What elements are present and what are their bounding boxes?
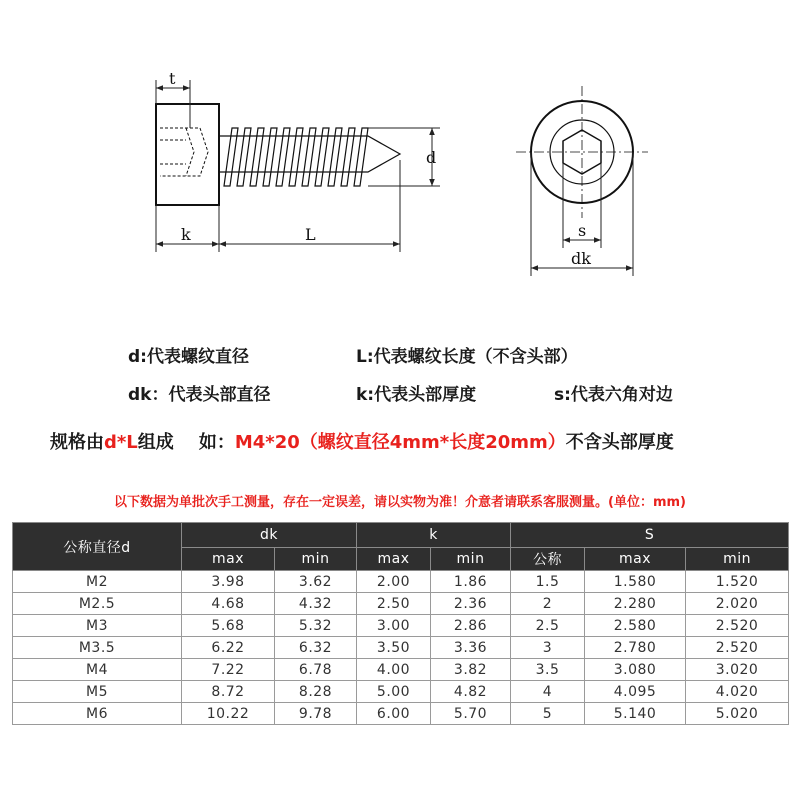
thread-crest — [341, 128, 355, 186]
value-cell: 2.520 — [686, 615, 789, 637]
dimension-table — [12, 522, 789, 725]
value-cell: 8.28 — [275, 681, 357, 703]
measurement-notice: 以下数据为单批次手工测量，存在一定误差，请以实物为准！介意者请联系客服测量。(单位：mm) — [114, 495, 686, 510]
subheader-k-max: max — [357, 548, 431, 571]
thread-crest — [328, 128, 342, 186]
spec-prefix: 规格由 — [50, 432, 104, 453]
value-cell: 6.00 — [357, 703, 431, 725]
value-cell: 1.86 — [431, 571, 511, 593]
thread-crest — [237, 128, 251, 186]
table-row — [13, 571, 789, 593]
thread-crest — [224, 128, 238, 186]
value-cell: 4.32 — [275, 593, 357, 615]
thread-crest — [276, 128, 290, 186]
table-row — [13, 659, 789, 681]
value-cell: 3.080 — [585, 659, 686, 681]
dim-label-L: L — [305, 225, 316, 244]
value-cell: 3.62 — [275, 571, 357, 593]
value-cell: 1.5 — [511, 571, 585, 593]
header-dk: dk — [182, 523, 357, 548]
legend-k: k:代表头部厚度 — [356, 385, 477, 405]
value-cell: 3.5 — [511, 659, 585, 681]
spec-description — [50, 428, 674, 454]
spec-suffix: 组成 如： — [137, 432, 235, 453]
value-cell: 6.32 — [275, 637, 357, 659]
value-cell: 4.82 — [431, 681, 511, 703]
legend-s: s:代表六角对边 — [554, 385, 673, 405]
thread-crest — [315, 128, 329, 186]
table-row — [13, 637, 789, 659]
value-cell: 2.00 — [357, 571, 431, 593]
value-cell: 6.22 — [182, 637, 275, 659]
value-cell: 9.78 — [275, 703, 357, 725]
dim-label-dk: dk — [571, 249, 591, 268]
size-cell: M5 — [13, 681, 182, 703]
dim-label-k: k — [181, 225, 191, 244]
value-cell: 5.70 — [431, 703, 511, 725]
subheader-s-min: min — [686, 548, 789, 571]
spec-formula: d*L — [104, 432, 138, 453]
table-row — [13, 593, 789, 615]
header-nominal-diameter: 公称直径d — [13, 523, 182, 571]
screw-side-view — [156, 104, 400, 205]
size-cell: M6 — [13, 703, 182, 725]
value-cell: 3 — [511, 637, 585, 659]
value-cell: 4.020 — [686, 681, 789, 703]
value-cell: 5.68 — [182, 615, 275, 637]
size-cell: M3 — [13, 615, 182, 637]
value-cell: 4.00 — [357, 659, 431, 681]
subheader-s-max: max — [585, 548, 686, 571]
value-cell: 5.00 — [357, 681, 431, 703]
screw-technical-drawing — [0, 0, 800, 300]
value-cell: 1.520 — [686, 571, 789, 593]
value-cell: 2.5 — [511, 615, 585, 637]
size-cell: M3.5 — [13, 637, 182, 659]
value-cell: 5 — [511, 703, 585, 725]
table-row — [13, 681, 789, 703]
value-cell: 2.50 — [357, 593, 431, 615]
subheader-k-min: min — [431, 548, 511, 571]
value-cell: 2.780 — [585, 637, 686, 659]
thread-crest — [263, 128, 277, 186]
value-cell: 2.36 — [431, 593, 511, 615]
dim-label-d: d — [426, 148, 437, 167]
value-cell: 7.22 — [182, 659, 275, 681]
value-cell: 2.020 — [686, 593, 789, 615]
size-cell: M2.5 — [13, 593, 182, 615]
value-cell: 4.095 — [585, 681, 686, 703]
dim-label-s: s — [578, 221, 587, 240]
value-cell: 5.140 — [585, 703, 686, 725]
screw-end-view — [516, 86, 648, 218]
dim-label-t: t — [169, 69, 176, 88]
value-cell: 4.68 — [182, 593, 275, 615]
subheader-dk-min: min — [275, 548, 357, 571]
thread-crest — [302, 128, 316, 186]
value-cell: 2.280 — [585, 593, 686, 615]
value-cell: 6.78 — [275, 659, 357, 681]
thread-crest — [354, 128, 368, 186]
thread-crest — [289, 128, 303, 186]
thread-crest — [250, 128, 264, 186]
size-cell: M2 — [13, 571, 182, 593]
size-cell: M4 — [13, 659, 182, 681]
value-cell: 3.50 — [357, 637, 431, 659]
value-cell: 4 — [511, 681, 585, 703]
header-k: k — [357, 523, 511, 548]
value-cell: 3.00 — [357, 615, 431, 637]
spec-tail: 不含头部厚度 — [565, 432, 674, 453]
value-cell: 1.580 — [585, 571, 686, 593]
subheader-dk-max: max — [182, 548, 275, 571]
value-cell: 5.32 — [275, 615, 357, 637]
header-s: S — [511, 523, 789, 548]
thread-pattern — [224, 128, 368, 186]
value-cell: 3.020 — [686, 659, 789, 681]
value-cell: 2.520 — [686, 637, 789, 659]
spec-example: M4*20（螺纹直径4mm*长度20mm） — [234, 432, 566, 453]
legend-L: L:代表螺纹长度（不含头部） — [356, 347, 578, 367]
value-cell: 2.580 — [585, 615, 686, 637]
value-cell: 2 — [511, 593, 585, 615]
value-cell: 8.72 — [182, 681, 275, 703]
value-cell: 3.82 — [431, 659, 511, 681]
table-row — [13, 703, 789, 725]
value-cell: 10.22 — [182, 703, 275, 725]
value-cell: 3.36 — [431, 637, 511, 659]
legend-d: d:代表螺纹直径 — [128, 347, 249, 367]
subheader-s-nominal: 公称 — [511, 548, 585, 571]
table-row — [13, 615, 789, 637]
value-cell: 5.020 — [686, 703, 789, 725]
value-cell: 2.86 — [431, 615, 511, 637]
legend-dk: dk：代表头部直径 — [128, 385, 271, 405]
value-cell: 3.98 — [182, 571, 275, 593]
